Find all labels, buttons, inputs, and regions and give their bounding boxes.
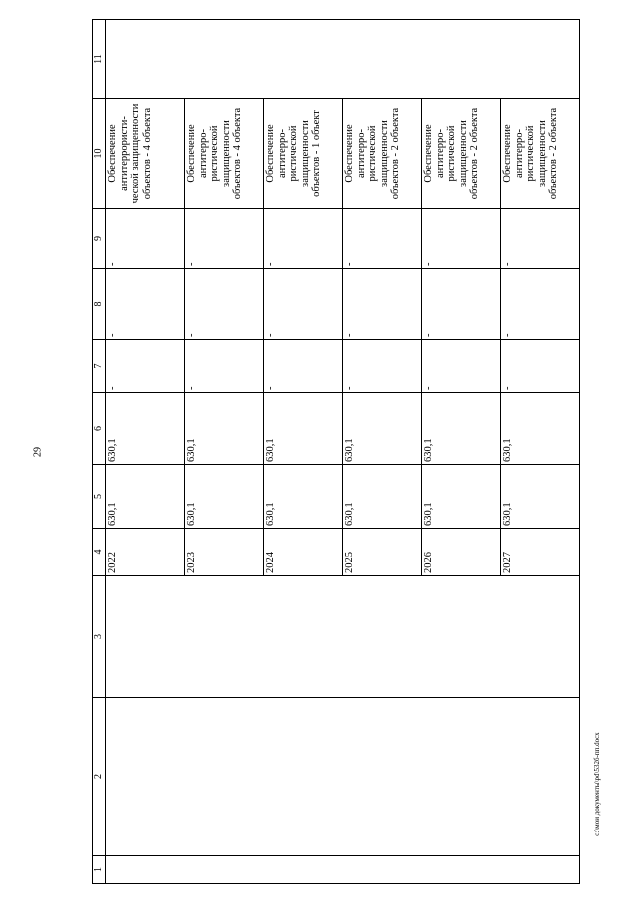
cell-description: Обеспечение антитерро-ристической защищенности объектов - 4 объекта bbox=[185, 99, 264, 209]
cell-col3-merged bbox=[106, 576, 580, 698]
header-cell-5: 5 bbox=[93, 465, 106, 529]
cell-year: 2022 bbox=[106, 529, 185, 576]
cell-col6: 630,1 bbox=[264, 393, 343, 465]
header-cell-6: 6 bbox=[93, 393, 106, 465]
cell-year: 2023 bbox=[185, 529, 264, 576]
cell-col7: - bbox=[106, 340, 185, 393]
cell-year: 2026 bbox=[422, 529, 501, 576]
cell-col8: - bbox=[106, 269, 185, 340]
header-cell-4: 4 bbox=[93, 529, 106, 576]
cell-col9: - bbox=[422, 209, 501, 269]
cell-col9: - bbox=[264, 209, 343, 269]
cell-col11-merged bbox=[106, 20, 580, 99]
cell-col7: - bbox=[422, 340, 501, 393]
cell-col6: 630,1 bbox=[106, 393, 185, 465]
cell-col2-merged bbox=[106, 698, 580, 856]
cell-col6: 630,1 bbox=[501, 393, 580, 465]
page-number: 29 bbox=[32, 447, 44, 457]
program-table bbox=[92, 19, 580, 884]
cell-col8: - bbox=[422, 269, 501, 340]
cell-col7: - bbox=[501, 340, 580, 393]
cell-col8: - bbox=[185, 269, 264, 340]
header-cell-9: 9 bbox=[93, 209, 106, 269]
cell-description: Обеспечение антитеррористи-ческой защищенности объектов - 4 объекта bbox=[106, 99, 185, 209]
cell-col9: - bbox=[501, 209, 580, 269]
header-cell-8: 8 bbox=[93, 269, 106, 340]
cell-col9: - bbox=[343, 209, 422, 269]
cell-col7: - bbox=[343, 340, 422, 393]
cell-col6: 630,1 bbox=[422, 393, 501, 465]
header-row bbox=[93, 20, 106, 884]
cell-col5: 630,1 bbox=[501, 465, 580, 529]
cell-col8: - bbox=[343, 269, 422, 340]
cell-col1-merged bbox=[106, 856, 580, 884]
cell-col7: - bbox=[264, 340, 343, 393]
cell-col5: 630,1 bbox=[106, 465, 185, 529]
cell-col9: - bbox=[106, 209, 185, 269]
header-cell-10: 10 bbox=[93, 99, 106, 209]
table-row bbox=[106, 20, 185, 884]
cell-year: 2024 bbox=[264, 529, 343, 576]
cell-col5: 630,1 bbox=[185, 465, 264, 529]
cell-col6: 630,1 bbox=[185, 393, 264, 465]
cell-col8: - bbox=[264, 269, 343, 340]
cell-description: Обеспечение антитерро-ристической защищенности объектов - 1 объект bbox=[264, 99, 343, 209]
header-cell-11: 11 bbox=[93, 20, 106, 99]
header-cell-1: 1 bbox=[93, 856, 106, 884]
cell-col5: 630,1 bbox=[264, 465, 343, 529]
header-cell-3: 3 bbox=[93, 576, 106, 698]
header-cell-7: 7 bbox=[93, 340, 106, 393]
cell-description: Обеспечение антитерро-ристической защищенности объектов - 2 объекта bbox=[343, 99, 422, 209]
cell-year: 2025 bbox=[343, 529, 422, 576]
cell-col5: 630,1 bbox=[343, 465, 422, 529]
cell-col6: 630,1 bbox=[343, 393, 422, 465]
table-container bbox=[92, 20, 581, 884]
cell-col9: - bbox=[185, 209, 264, 269]
cell-col8: - bbox=[501, 269, 580, 340]
cell-description: Обеспечение антитерро-ристической защищенности объектов - 2 объекта bbox=[422, 99, 501, 209]
cell-col5: 630,1 bbox=[422, 465, 501, 529]
cell-year: 2027 bbox=[501, 529, 580, 576]
footer-file-path: c:\мои документы\pd\532б-пп.docx bbox=[593, 732, 601, 836]
cell-col7: - bbox=[185, 340, 264, 393]
cell-description: Обеспечение антитерро-ристической защищенности объектов - 2 объекта bbox=[501, 99, 580, 209]
rotated-table-frame bbox=[92, 20, 581, 884]
header-cell-2: 2 bbox=[93, 698, 106, 856]
